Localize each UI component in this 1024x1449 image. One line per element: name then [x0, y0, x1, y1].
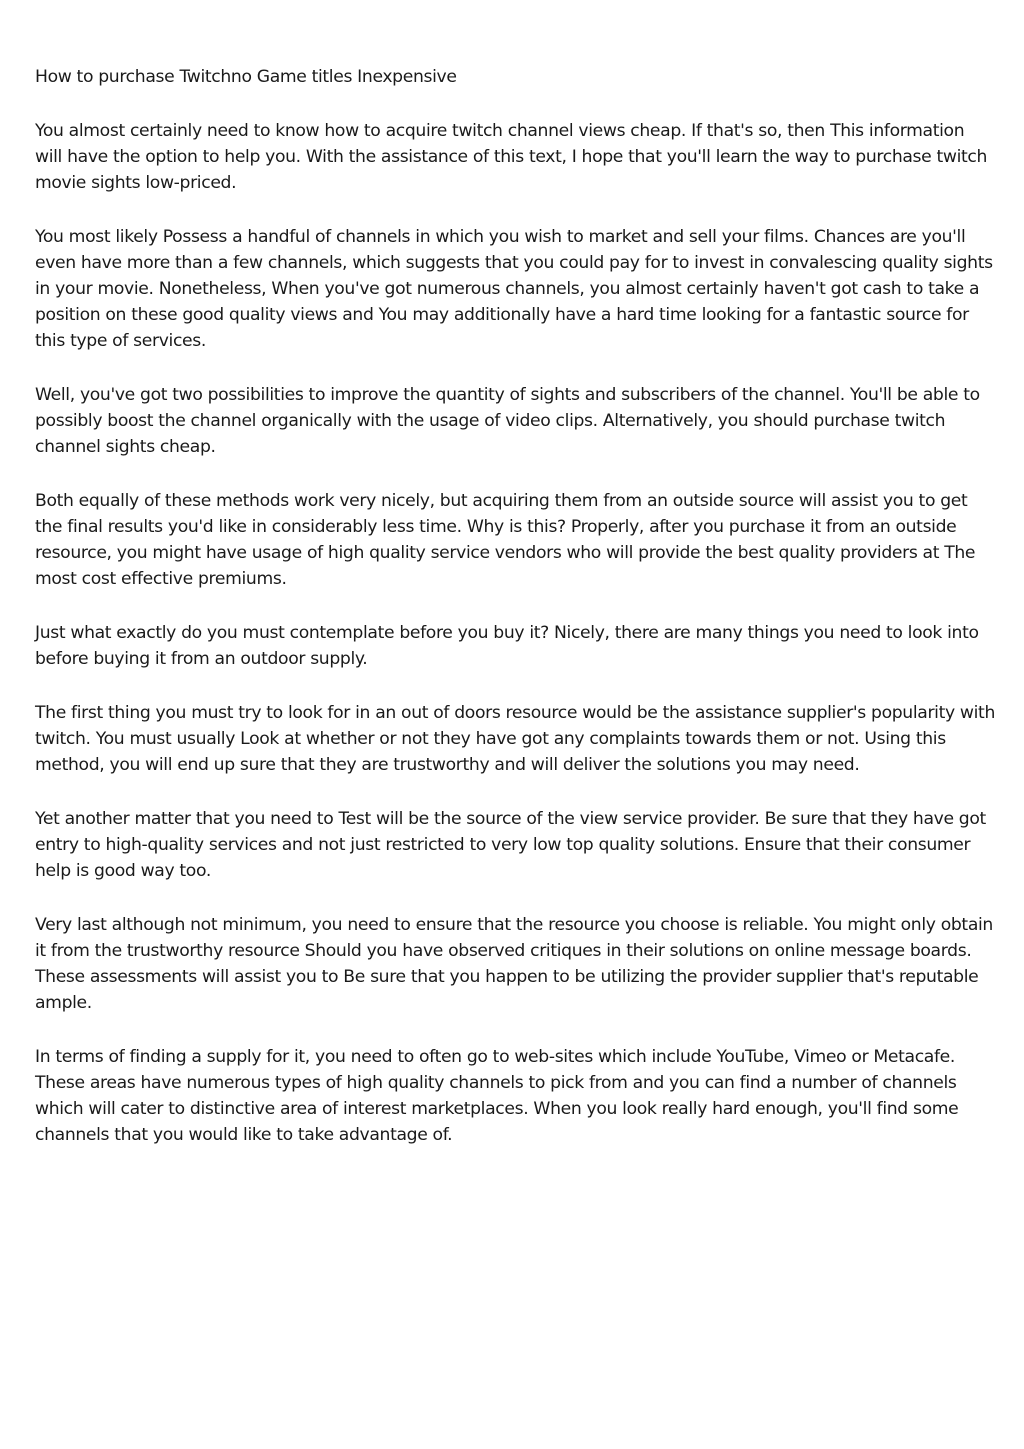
paragraph-1: You almost certainly need to know how to acquire twitch channel views cheap. If that's so, then This information will have the option to help you. With the assistance of this text, I hope that you'll learn the way to purchase twitch movie sights low-priced. [35, 121, 988, 193]
document-page [35, 64, 995, 1176]
paragraph-2: You most likely Possess a handful of channels in which you wish to market and sell your films. Chances are you'll even have more than a few channels, which suggests that you could pay for to invest in convalescing quality sights in your movie. Nonetheless, When you've got numerous channels, you almost certainly haven't got cash to take a position on these good quality views and You may additionally have a hard time looking for a fantastic source for this type of services. [35, 227, 993, 351]
paragraph-5: Just what exactly do you must contemplate before you buy it? Nicely, there are many things you need to look into before buying it from an outdoor supply. [35, 623, 979, 669]
document-title: How to purchase Twitchno Game titles Inexpensive [35, 67, 457, 87]
paragraph-6: The first thing you must try to look for in an out of doors resource would be the assistance supplier's popularity with twitch. You must usually Look at whether or not they have got any complaints towards them or not. Using this method, you will end up sure that they are trustworthy and will deliver the solutions you may need. [35, 703, 995, 775]
paragraph-9: In terms of finding a supply for it, you need to often go to web-sites which include YouTube, Vimeo or Metacafe. These areas have numerous types of high quality channels to pick from and you can find a number of channels which will cater to distinctive area of interest marketplaces. When you look really hard enough, you'll find some channels that you would like to take advantage of. [35, 1047, 959, 1145]
paragraph-3: Well, you've got two possibilities to improve the quantity of sights and subscribers of the channel. You'll be able to possibly boost the channel organically with the usage of video clips. Alternatively, you should purchase twitch channel sights cheap. [35, 385, 980, 457]
paragraph-7: Yet another matter that you need to Test will be the source of the view service provider. Be sure that they have got entry to high-quality services and not just restricted to very low top quality solutions. Ensure that their consumer help is good way too. [35, 809, 986, 881]
paragraph-4: Both equally of these methods work very nicely, but acquiring them from an outside source will assist you to get the final results you'd like in considerably less time. Why is this? Properly, after you purchase it from an outside resource, you might have usage of high quality service vendors who will provide the best quality providers at The most cost effective premiums. [35, 491, 976, 589]
paragraph-8: Very last although not minimum, you need to ensure that the resource you choose is reliable. You might only obtain it from the trustworthy resource Should you have observed critiques in their solutions on online message boards. These assessments will assist you to Be sure that you happen to be utilizing the provider supplier that's reputable ample. [35, 915, 993, 1013]
